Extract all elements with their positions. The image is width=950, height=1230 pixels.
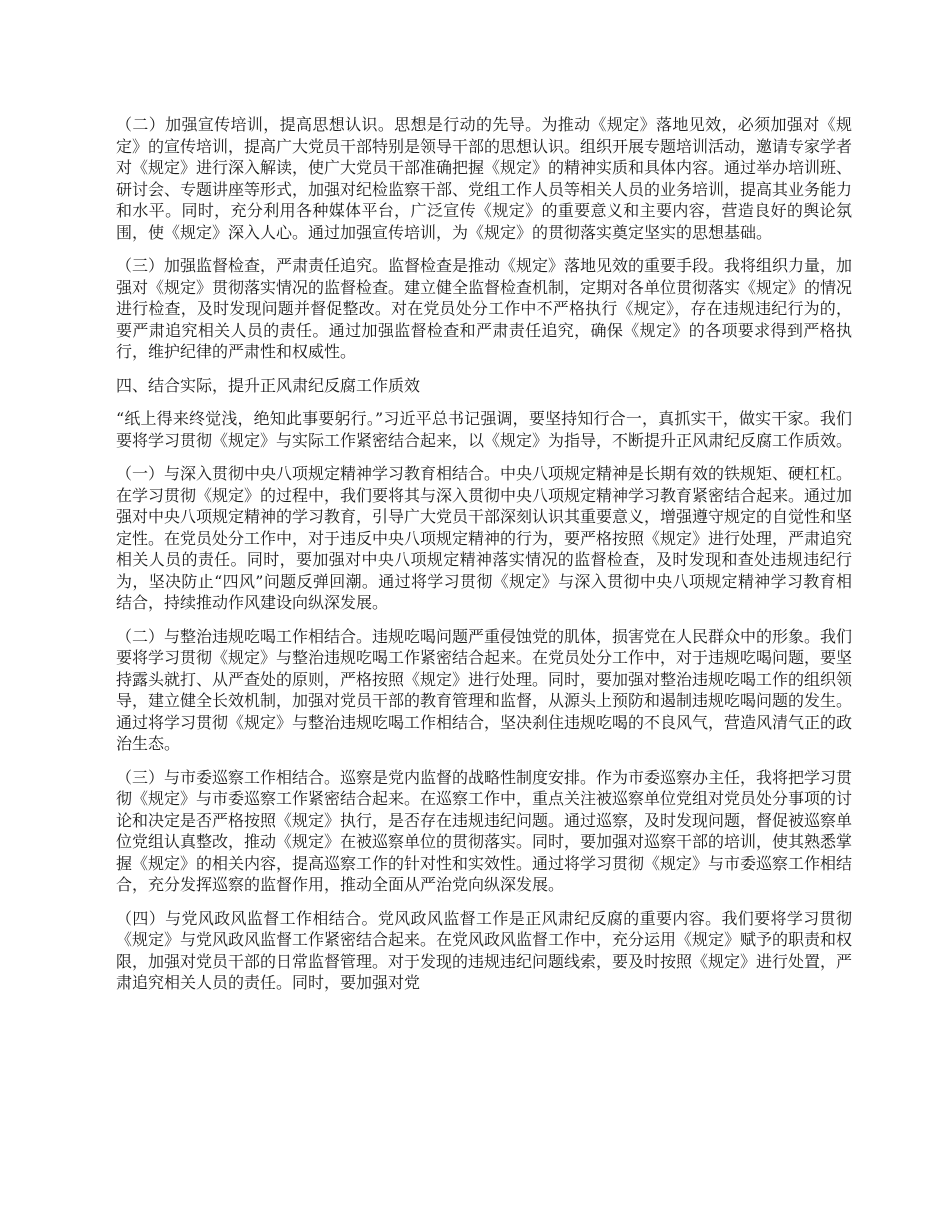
paragraph-conduct-supervision: （四）与党风政风监督工作相结合。党风政风监督工作是正风肃纪反腐的重要内容。我们要将学习贯彻《规定》与党风政风监督工作紧密结合起来。在党风政风监督工作中，充分运用《规定》赋予的职责和权限，加强对党员干部的日常监督管理。对于发现的违规违纪问题线索，要及时按照《规定》进行处置，严肃追究相关人员的责任。同时，要加强对党 [116,908,853,992]
section-heading-four: 四、结合实际，提升正风肃纪反腐工作质效 [116,375,421,395]
paragraph-illegal-dining: （二）与整治违规吃喝工作相结合。违规吃喝问题严重侵蚀党的肌体，损害党在人民群众中的形象。我们要将学习贯彻《规定》与整治违规吃喝工作紧密结合起来。在党员处分工作中，对于违规吃喝问题，要坚持露头就打、从严查处的原则，严格按照《规定》进行处理。同时，要加强对整治违规吃喝工作的组织领导，建立健全长效机制，加强对党员干部的教育管理和监督，从源头上预防和遏制违规吃喝问题的发生。通过将学习贯彻《规定》与整治违规吃喝工作相结合，坚决刹住违规吃喝的不良风气，营造风清气正的政治生态。 [116,626,853,753]
document-page [116,114,852,1006]
paragraph-section-intro: “纸上得来终觉浅，绝知此事要躬行。”习近平总书记强调，要坚持知行合一，真抓实干，做实干家。我们要将学习贯彻《规定》与实际工作紧密结合起来，以《规定》为指导，不断提升正风肃纪反腐工作质效。 [116,409,853,450]
paragraph-inspection-work: （三）与市委巡察工作相结合。巡察是党内监督的战略性制度安排。作为市委巡察办主任，我将把学习贯彻《规定》与市委巡察工作紧密结合起来。在巡察工作中，重点关注被巡察单位党组对党员处分事项的讨论和决定是否严格按照《规定》执行，是否存在违规违纪问题。通过巡察，及时发现问题，督促被巡察单位党组认真整改，推动《规定》在被巡察单位的贯彻落实。同时，要加强对巡察干部的培训，使其熟悉掌握《规定》的相关内容，提高巡察工作的针对性和实效性。通过将学习贯彻《规定》与市委巡察工作相结合，充分发挥巡察的监督作用，推动全面从严治党向纵深发展。 [116,767,853,894]
paragraph-eight-regulations: （一）与深入贯彻中央八项规定精神学习教育相结合。中央八项规定精神是长期有效的铁规矩、硬杠杠。在学习贯彻《规定》的过程中，我们要将其与深入贯彻中央八项规定精神学习教育紧密结合起来。通过加强对中央八项规定精神的学习教育，引导广大党员干部深刻认识其重要意义，增强遵守规定的自觉性和坚定性。在党员处分工作中，对于违反中央八项规定精神的行为，要严格按照《规定》进行处理，严肃追究相关人员的责任。同时，要加强对中央八项规定精神落实情况的监督检查，及时发现和查处违规违纪行为，坚决防止“四风”问题反弹回潮。通过将学习贯彻《规定》与深入贯彻中央八项规定精神学习教育相结合，持续推动作风建设向纵深发展。 [116,464,853,612]
paragraph-supervision-inspection: （三）加强监督检查，严肃责任追究。监督检查是推动《规定》落地见效的重要手段。我将组织力量，加强对《规定》贯彻落实情况的监督检查。建立健全监督检查机制，定期对各单位贯彻落实《规定》的情况进行检查，及时发现问题并督促整改。对在党员处分工作中不严格执行《规定》，存在违规违纪行为的，要严肃追究相关人员的责任。通过加强监督检查和严肃责任追究，确保《规定》的各项要求得到严格执行，维护纪律的严肃性和权威性。 [116,256,853,361]
paragraph-publicity-training: （二）加强宣传培训，提高思想认识。思想是行动的先导。为推动《规定》落地见效，必须加强对《规定》的宣传培训，提高广大党员干部特别是领导干部的思想认识。组织开展专题培训活动，邀请专家学者对《规定》进行深入解读，使广大党员干部准确把握《规定》的精神实质和具体内容。通过举办培训班、研讨会、专题讲座等形式，加强对纪检监察干部、党组工作人员等相关人员的业务培训，提高其业务能力和水平。同时，充分利用各种媒体平台，广泛宣传《规定》的重要意义和主要内容，营造良好的舆论氛围，使《规定》深入人心。通过加强宣传培训，为《规定》的贯彻落实奠定坚实的思想基础。 [116,115,853,242]
